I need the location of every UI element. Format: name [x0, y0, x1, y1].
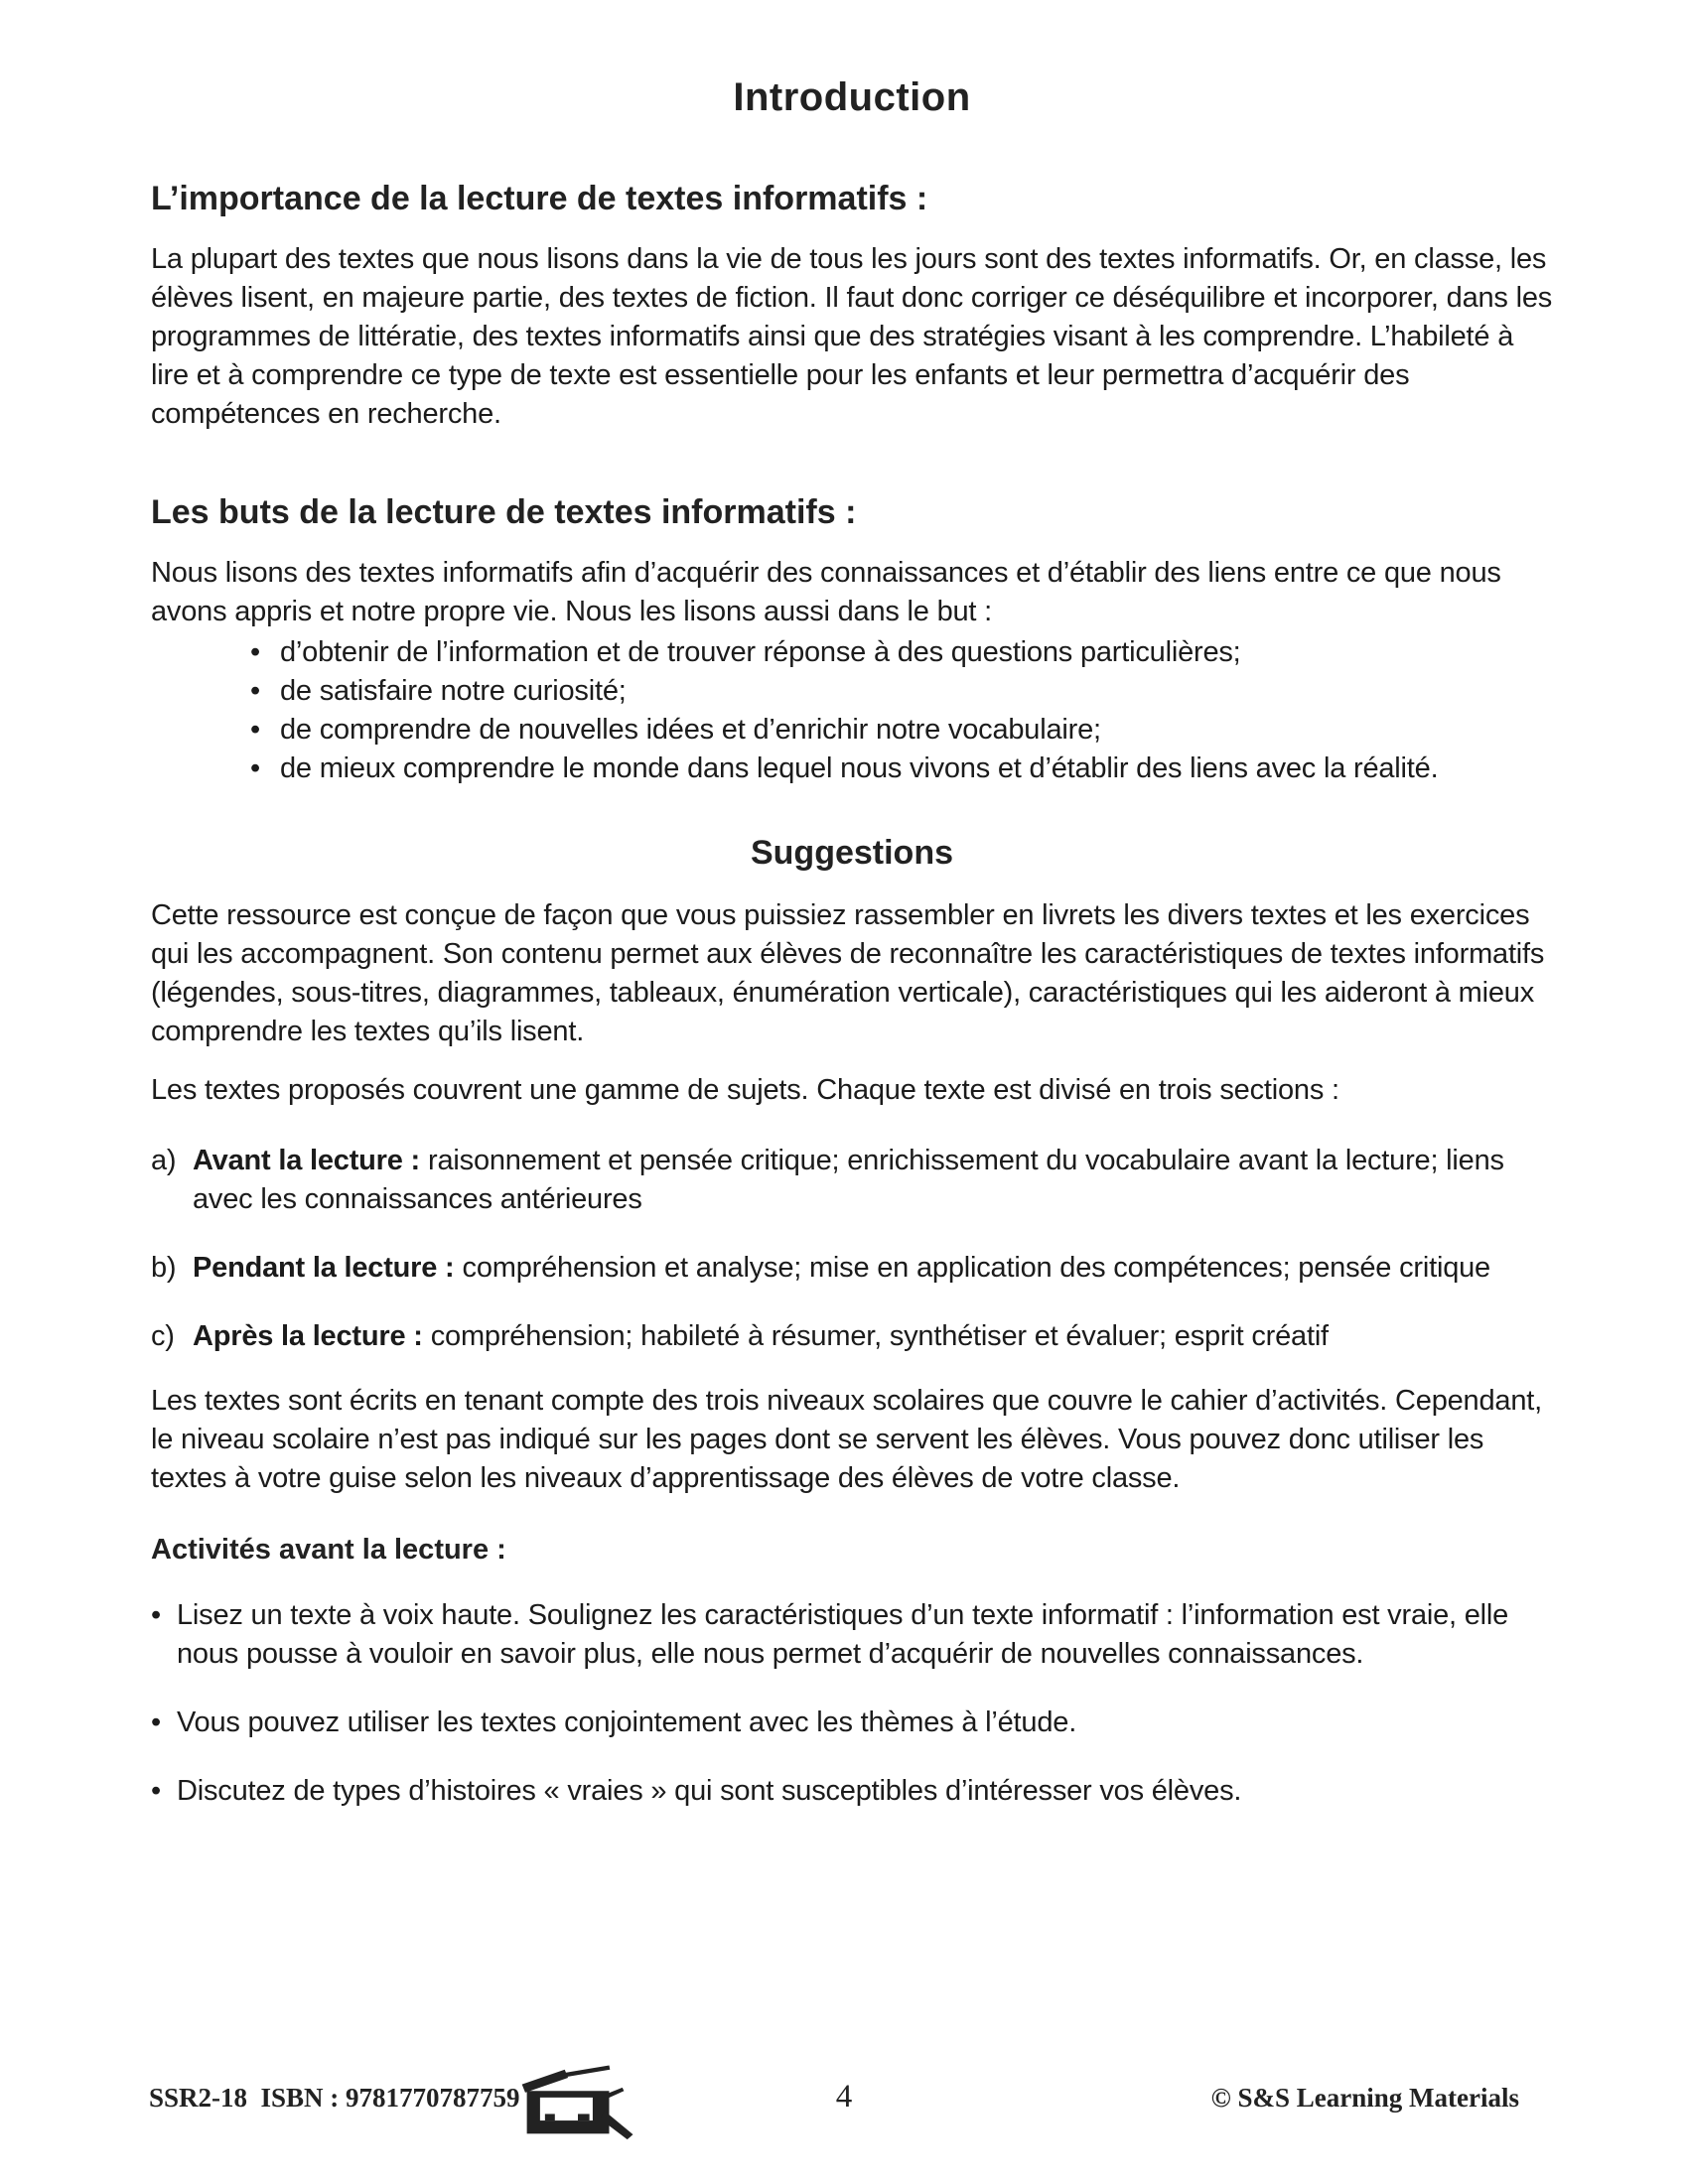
section-suggestions: [151, 834, 1553, 1498]
item-label: Pendant la lecture :: [193, 1252, 455, 1284]
buts-heading: Les buts de la lecture de textes informatifs :: [151, 493, 857, 531]
list-item: • de satisfaire notre curiosité;: [250, 672, 1553, 711]
list-item: • Discutez de types d’histoires « vraies » qui sont susceptibles d’intéresser vos élèves.: [151, 1772, 1553, 1811]
suggestions-paragraph-1: Cette ressource est conçue de façon que vous puissiez rassembler en livrets les divers textes et les exercices qui les accompagnent. Son contenu permet aux élèves de reconnaître les caractéristiques de textes informatifs (légendes, sous-titres, diagrammes, tableaux, énumération verticale), caractéristiques qui les aideront à mieux comprendre les textes qu’ils lisent.: [151, 899, 1545, 1047]
item-label: Avant la lecture :: [193, 1145, 421, 1176]
lettered-item-c: [151, 1317, 1553, 1356]
item-body: [193, 1142, 1553, 1219]
page-title: Introduction: [733, 75, 971, 119]
suggestions-paragraph-2: Les textes proposés couvrent une gamme de sujets. Chaque texte est divisé en trois sections :: [151, 1074, 1339, 1106]
section-importance: [151, 180, 1553, 434]
page-number: 4: [835, 2079, 853, 2115]
list-item: • d’obtenir de l’information et de trouver réponse à des questions particulières;: [250, 633, 1553, 672]
item-label: Après la lecture :: [193, 1320, 423, 1352]
item-marker: b): [151, 1252, 177, 1284]
importance-heading: L’importance de la lecture de textes informatifs :: [151, 180, 928, 217]
buts-intro: Nous lisons des textes informatifs afin d’acquérir des connaissances et d’établir des liens entre ce que nous avons appris et notre propre vie. Nous les lisons aussi dans le but :: [151, 557, 1501, 627]
item-text: compréhension et analyse; mise en application des compétences; pensée critique: [462, 1252, 1490, 1284]
item-text: compréhension; habileté à résumer, synthétiser et évaluer; esprit créatif: [430, 1320, 1329, 1352]
list-item: • Vous pouvez utiliser les textes conjointement avec les thèmes à l’étude.: [151, 1704, 1553, 1742]
page-content: [151, 0, 1553, 1811]
list-item: • Lisez un texte à voix haute. Soulignez les caractéristiques d’un texte informatif : l’information est vraie, elle nous pousse à vouloir en savoir plus, elle nous permet d’acquérir de nouvelles connaissances.: [151, 1596, 1553, 1674]
item-text: raisonnement et pensée critique; enrichissement du vocabulaire avant la lecture; liens avec les connaissances antérieures: [193, 1145, 1504, 1215]
suggestions-paragraph-3: Les textes sont écrits en tenant compte des trois niveaux scolaires que couvre le cahier d’activités. Cependant, le niveau scolaire n’est pas indiqué sur les pages dont se servent les élèves. Vous pouvez donc utiliser les textes à votre guise selon les niveaux d’apprentissage des élèves de votre classe.: [151, 1385, 1542, 1494]
item-marker: c): [151, 1320, 175, 1352]
lettered-item-b: [151, 1249, 1553, 1288]
footer-copyright: © S&S Learning Materials: [1210, 2083, 1519, 2113]
section-buts: [151, 493, 1553, 788]
activites-bullet-list: [151, 1596, 1553, 1811]
lettered-item-a: [151, 1142, 1553, 1219]
item-body: [193, 1249, 1553, 1288]
list-item: • de comprendre de nouvelles idées et d’enrichir notre vocabulaire;: [250, 711, 1553, 750]
section-activites: [151, 1534, 1553, 1811]
item-marker: a): [151, 1145, 177, 1176]
item-body: [193, 1317, 1553, 1356]
suggestions-heading: Suggestions: [750, 834, 954, 872]
list-item: • de mieux comprendre le monde dans lequel nous vivons et d’établir des liens avec la réalité.: [250, 750, 1553, 788]
importance-paragraph: La plupart des textes que nous lisons dans la vie de tous les jours sont des textes informatifs. Or, en classe, les élèves lisent, en majeure partie, des textes de fiction. Il faut donc corriger ce déséquilibre et incorporer, dans les programmes de littératie, des textes informatifs ainsi que des stratégies visant à les comprendre. L’habileté à lire et à comprendre ce type de texte est essentielle pour les enfants et leur permettra d’acquérir des compétences en recherche.: [151, 243, 1553, 430]
buts-bullet-list: [151, 633, 1553, 788]
activites-heading: Activités avant la lecture :: [151, 1534, 506, 1566]
footer-isbn: SSR2-18 ISBN : 9781770787759: [149, 2083, 520, 2113]
